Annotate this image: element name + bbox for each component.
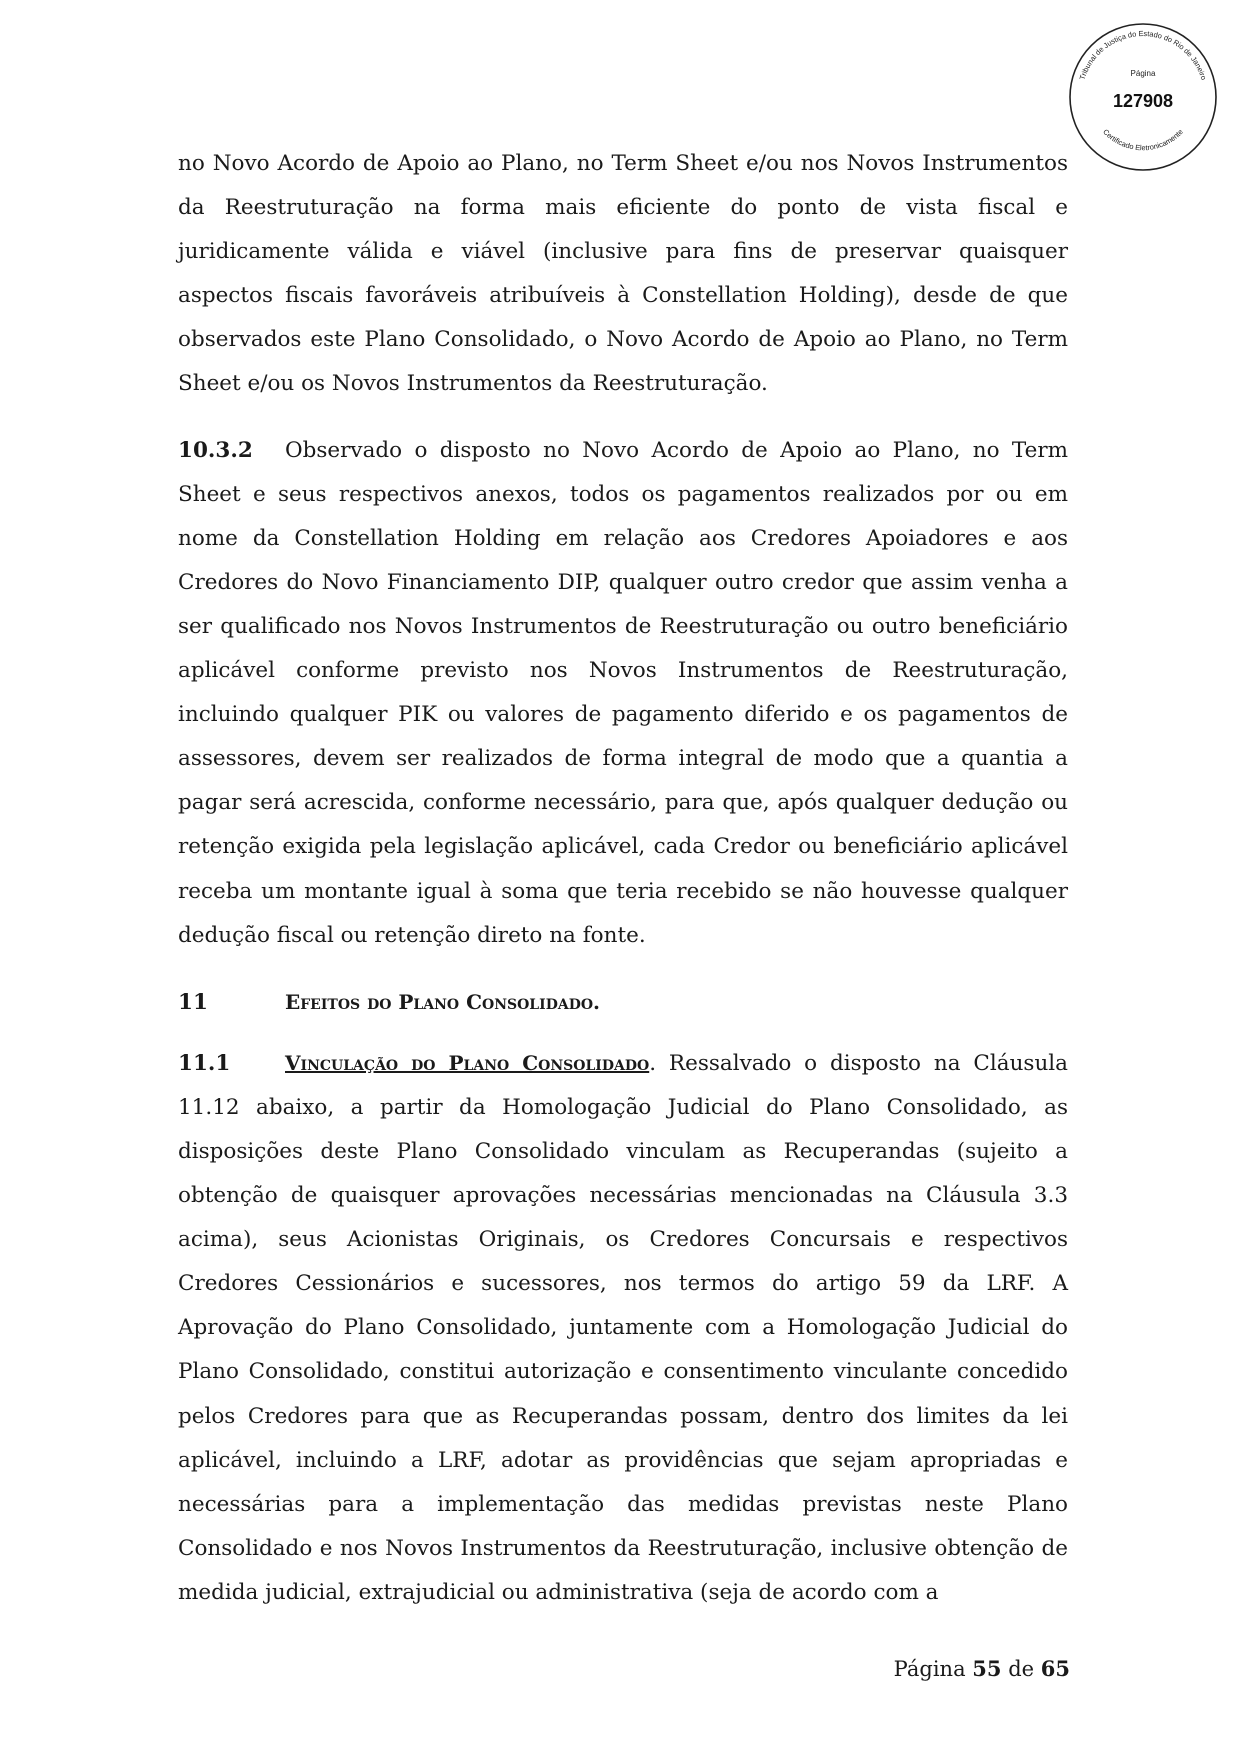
clause-text: Observado o disposto no Novo Acordo de Apoio ao Plano, no Term Sheet e seus respectivos anexos, todos os pagamentos realizados por ou em nome da Constellation Holding em relação aos Credores Apoiadores e aos Credores do Novo Financiamento DIP, qualquer outro credor que assim venha a ser qualificado nos Novos Instrumentos de Reestruturação ou outro beneficiário aplicável conforme previsto nos Novos Instrumentos de Reestruturação, incluindo qualquer PIK ou valores de pagamento diferido e os pagamentos de assessores, devem ser realizados de forma integral de modo que a quantia a pagar será acrescida, conforme necessário, para que, após qualquer dedução ou retenção exigida pela legislação aplicável, cada Credor ou beneficiário aplicável receba um montante igual à soma que teria recebido se não houvesse qualquer dedução fiscal ou retenção direto na fonte. — [178, 437, 1068, 948]
clause-number: 11.1 — [178, 1050, 231, 1076]
clause-text: . Ressalvado o disposto na Cláusula 11.12 abaixo, a partir da Homologação Judicial do Plano Consolidado, as disposições deste Plano Consolidado vinculam as Recuperandas (sujeito a obtenção de quaisquer aprovações necessárias mencionadas na Cláusula 3.3 acima), seus Acionistas Originais, os Credores Concursais e respectivos Credores Cessionários e sucessores, nos termos do artigo 59 da LRF. A Aprovação do Plano Consolidado, juntamente com a Homologação Judicial do Plano Consolidado, constitui autorização e consentimento vinculante concedido pelos Credores para que as Recuperandas possam, dentro dos limites da lei aplicável, incluindo a LRF, adotar as providências que sejam apropriadas e necessárias para a implementação das medidas previstas neste Plano Consolidado e nos Novos Instrumentos da Reestruturação, inclusive obtenção de medida judicial, extrajudicial ou administrativa (seja de acordo com a — [178, 1050, 1068, 1605]
paragraph-continuation: no Novo Acordo de Apoio ao Plano, no Term Sheet e/ou nos Novos Instrumentos da Reestruturação na forma mais eficiente do ponto de vista fiscal e juridicamente válida e viável (inclusive para fins de preservar quaisquer aspectos fiscais favoráveis atribuíveis à Constellation Holding), desde de que observados este Plano Consolidado, o Novo Acordo de Apoio ao Plano, no Term Sheet e/ou os Novos Instrumentos da Reestruturação. — [178, 151, 1068, 397]
clause-title: Vinculação do Plano Consolidado — [285, 1050, 650, 1075]
section-title: Efeitos do Plano Consolidado. — [285, 989, 600, 1014]
footer-separator: de — [1008, 1657, 1035, 1681]
footer-current-page: 55 — [972, 1656, 1002, 1681]
section-heading-11 — [178, 980, 1068, 1025]
clause-10-3-2 — [178, 429, 1068, 958]
clause-11-1 — [178, 1041, 1068, 1615]
page-footer — [894, 1656, 1070, 1681]
footer-total-pages: 65 — [1040, 1656, 1070, 1681]
stamp-top-text: Tribunal de Justiça do Estado do Rio de Janeiro — [1077, 28, 1209, 82]
certification-stamp — [1066, 20, 1220, 174]
footer-label: Página — [893, 1657, 966, 1681]
document-body — [178, 142, 1068, 1615]
stamp-bottom-text: Certificado Eletronicamente — [1101, 127, 1185, 153]
section-number: 11 — [178, 989, 208, 1015]
stamp-number: 127908 — [1112, 91, 1174, 111]
clause-number: 10.3.2 — [178, 437, 253, 463]
stamp-label: Página — [1130, 69, 1156, 78]
